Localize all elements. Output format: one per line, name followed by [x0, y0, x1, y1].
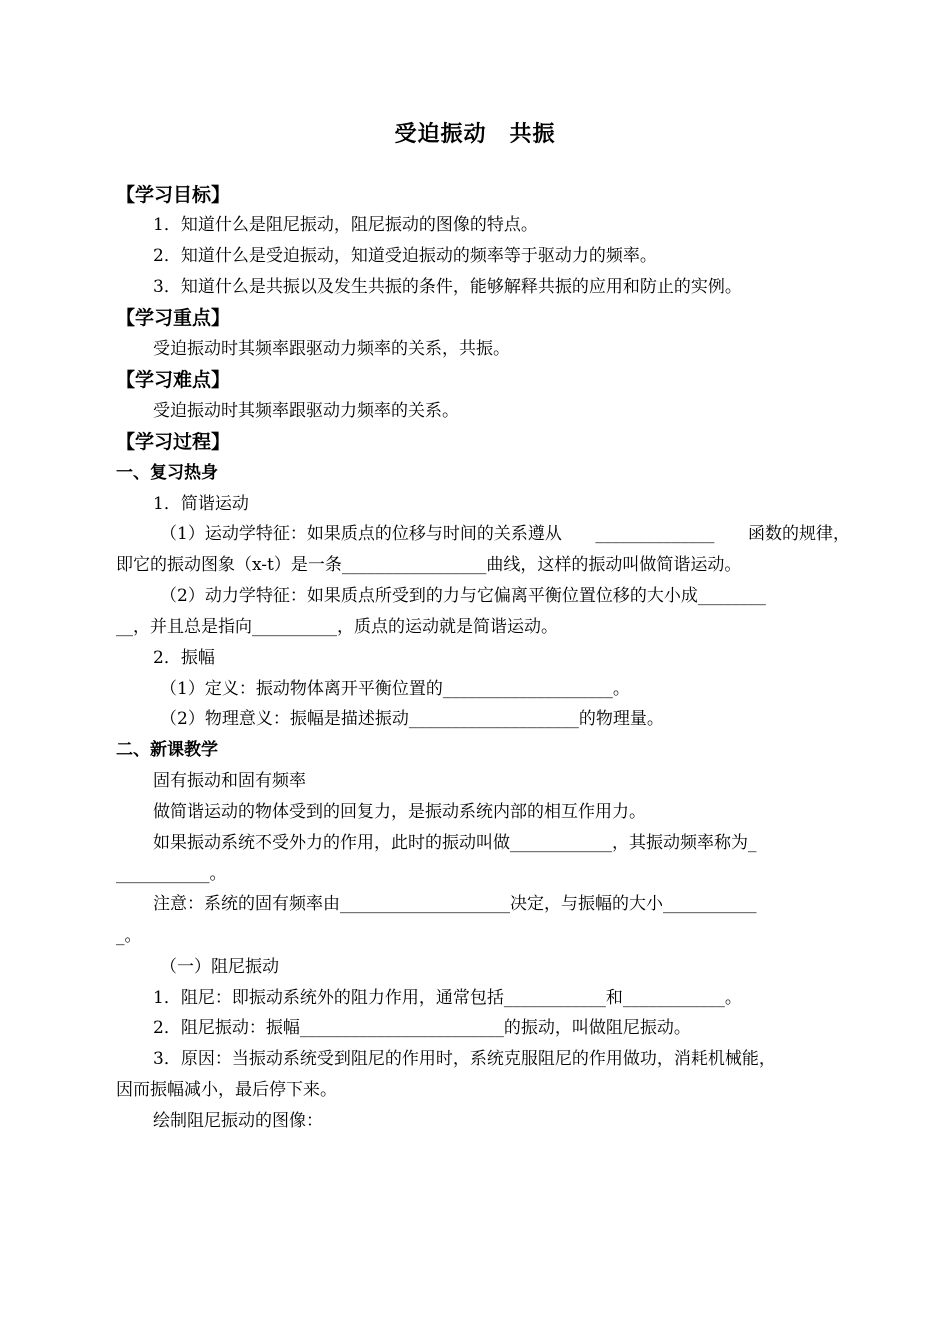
damping-item-3-line-1: 3．原因：当振动系统受到阻尼的作用时，系统克服阻尼的作用做功，消耗机械能，: [153, 1049, 776, 1069]
process-heading: 【学习过程】: [116, 431, 231, 453]
kinematics-line-1: [160, 522, 850, 546]
damping-item-1: 1．阻尼：即振动系统外的阻力作用，通常包括____________和____________。: [153, 988, 742, 1008]
damping-item-3-line-2: 因而振幅减小，最后停下来。: [116, 1080, 337, 1100]
damped-vibration-title: （一）阻尼振动: [160, 957, 279, 977]
goal-item-2: 2．知道什么是受迫振动，知道受迫振动的频率等于驱动力的频率。: [153, 246, 657, 266]
note-line-2: _。: [116, 926, 142, 946]
amplitude-meaning: （2）物理意义：振幅是描述振动____________________的物理量。: [160, 709, 664, 729]
kinematics-line-2: 即它的振动图象（x-t）是一条_________________曲线，这样的振动叫做简谐运动。: [116, 555, 742, 575]
review-item-2: 2．振幅: [153, 648, 215, 668]
note-line-1: 注意：系统的固有频率由____________________决定，与振幅的大小___________: [153, 894, 757, 914]
difficulties-heading: 【学习难点】: [116, 369, 231, 391]
natural-vibration-title: 固有振动和固有频率: [153, 771, 306, 791]
key-points-heading: 【学习重点】: [116, 307, 231, 329]
kinematics-text-c: 函数的规律，: [747, 524, 850, 544]
dynamics-line-2: __，并且总是指向__________，质点的运动就是简谐运动。: [116, 617, 558, 637]
draw-damped-graph-text: 绘制阻尼振动的图像：: [153, 1111, 323, 1131]
free-vibration-line-2: ___________。: [116, 864, 227, 884]
restoring-force-text: 做简谐运动的物体受到的回复力，是振动系统内部的相互作用力。: [153, 802, 646, 822]
free-vibration-line-1: 如果振动系统不受外力的作用，此时的振动叫做____________，其振动频率称为_: [153, 833, 757, 853]
kinematics-text-a: （1）运动学特征：如果质点的位移与时间的关系遵从: [160, 524, 562, 544]
new-lesson-heading: 二、新课教学: [116, 740, 218, 760]
goal-item-1: 1．知道什么是阻尼振动，阻尼振动的图像的特点。: [153, 215, 538, 235]
kinematics-blank: ______________: [595, 524, 715, 544]
document-title: 受迫振动 共振: [394, 122, 556, 147]
review-item-1: 1．简谐运动: [153, 494, 249, 514]
key-points-text: 受迫振动时其频率跟驱动力频率的关系，共振。: [153, 339, 510, 359]
dynamics-line-1: （2）动力学特征：如果质点所受到的力与它偏离平衡位置位移的大小成________: [160, 586, 766, 606]
goals-heading: 【学习目标】: [116, 184, 231, 206]
difficulties-text: 受迫振动时其频率跟驱动力频率的关系。: [153, 401, 459, 421]
amplitude-definition: （1）定义：振动物体离开平衡位置的____________________。: [160, 679, 630, 699]
review-heading: 一、复习热身: [116, 463, 218, 483]
goal-item-3: 3．知道什么是共振以及发生共振的条件，能够解释共振的应用和防止的实例。: [153, 277, 742, 297]
damping-item-2: 2．阻尼振动：振幅________________________的振动，叫做阻尼振动。: [153, 1018, 691, 1038]
